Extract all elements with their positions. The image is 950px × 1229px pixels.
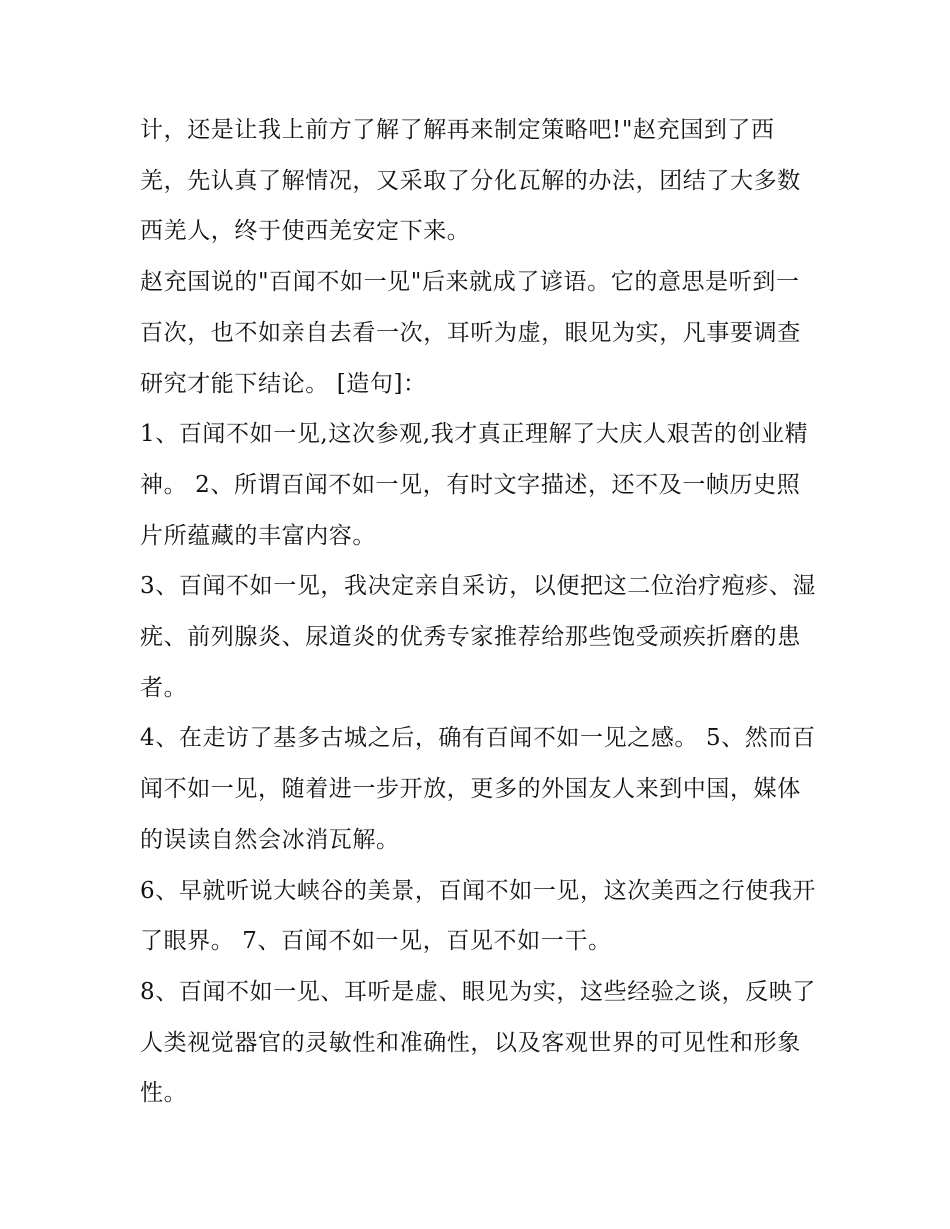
paragraph: 8、百闻不如一见、耳听是虚、眼见为实，这些经验之谈，反映了人类视觉器官的灵敏性和准确性，以及客观世界的可见性和形象性。	[140, 978, 817, 1107]
paragraph: 4、在走访了基多古城之后，确有百闻不如一见之感。 5、然而百闻不如一见，随着进一步开放，更多的外国友人来到中国，媒体的误读自然会冰消瓦解。	[140, 725, 816, 853]
paragraph: 1、百闻不如一见,这次参观,我才真正理解了大庆人艰苦的创业精神。 2、所谓百闻不如一见，有时文字描述，还不及一帧历史照片所蕴藏的丰富内容。	[140, 421, 809, 549]
paragraph: 计，还是让我上前方了解了解再来制定策略吧!"赵充国到了西羌，先认真了解情况，又采取了分化瓦解的办法，团结了大多数西羌人，终于使西羌安定下来。	[140, 117, 801, 245]
paragraph: 赵充国说的"百闻不如一见"后来就成了谚语。它的意思是听到一百次，也不如亲自去看一次，耳听为虚，眼见为实，凡事要调查研究才能下结论。 [造句]：	[140, 269, 801, 397]
document-body	[140, 105, 820, 1119]
paragraph: 3、百闻不如一见，我决定亲自采访，以便把这二位治疗疱疹、湿疣、前列腺炎、尿道炎的优秀专家推荐给那些饱受顽疾折磨的患者。	[140, 573, 817, 701]
paragraph: 6、早就听说大峡谷的美景，百闻不如一见，这次美西之行使我开了眼界。 7、百闻不如一见，百见不如一干。	[140, 877, 817, 955]
